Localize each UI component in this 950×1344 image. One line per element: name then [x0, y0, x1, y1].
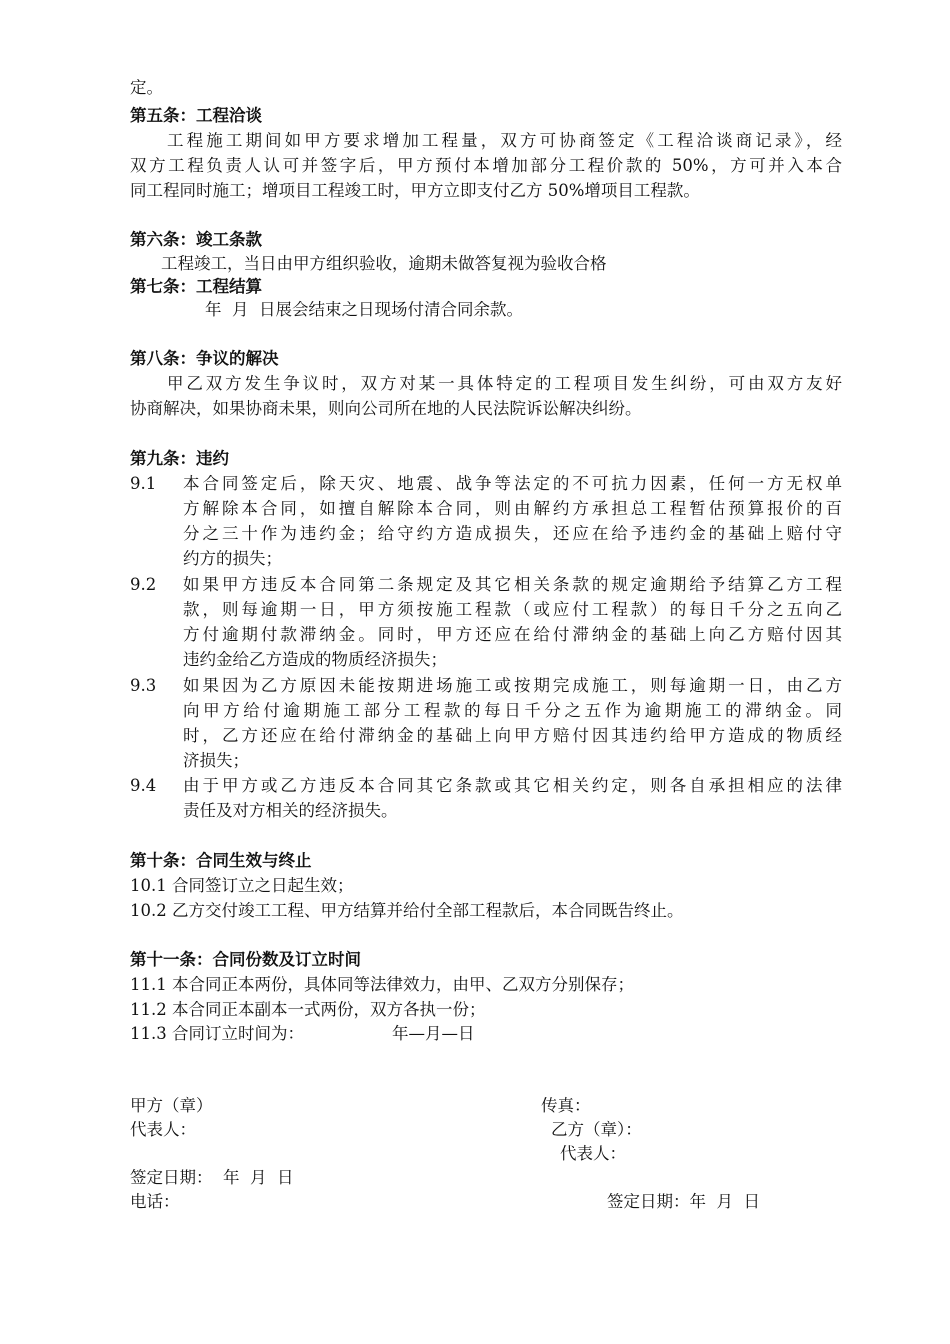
party-a-seal-label: 甲方（章） — [130, 1096, 213, 1115]
party-a-representative-label: 代表人： — [130, 1120, 196, 1139]
item-line: 本合同签定后，除天灾、地震、战争等法定的不可抗力因素，任何一方无权单 — [183, 474, 842, 493]
article-6-line: 工程竣工，当日由甲方组织验收，逾期未做答复视为验收合格 — [161, 254, 607, 273]
article-10-line-1: 10.1 合同签订立之日起生效； — [130, 876, 354, 895]
item-number: 9.4 — [130, 776, 157, 795]
party-a-sign-date: 签定日期： 年 月 日 — [130, 1168, 294, 1187]
party-b-representative-label: 代表人： — [560, 1144, 626, 1163]
article-8-heading: 第八条：争议的解决 — [130, 349, 279, 368]
article-7-heading: 第七条：工程结算 — [130, 277, 262, 296]
article-11-heading: 第十一条：合同份数及订立时间 — [130, 950, 361, 969]
item-line: 违约金给乙方造成的物质经济损失； — [183, 650, 447, 669]
party-b-seal-label: 乙方（章）： — [551, 1120, 642, 1139]
article-8-line-1: 甲乙双方发生争议时，双方对某一具体特定的工程项目发生纠纷，可由双方友好 — [167, 374, 842, 393]
item-line: 款，则每逾期一日，甲方须按施工程款（或应付工程款）的每日千分之五向乙 — [183, 600, 842, 619]
fax-label: 传真： — [541, 1096, 591, 1115]
article-5-heading: 第五条：工程洽谈 — [130, 106, 262, 125]
article-11-line-1: 11.1 本合同正本两份，具体同等法律效力，由甲、乙双方分别保存； — [130, 975, 634, 994]
contract-date-blank: 年—月—日 — [392, 1024, 475, 1043]
article-5-line-2: 双方工程负责人认可并签字后，甲方预付本增加部分工程价款的 50%，方可并入本合 — [130, 156, 842, 175]
item-number: 9.3 — [130, 676, 157, 695]
item-line: 向甲方给付逾期施工部分工程款的每日千分之五作为逾期施工的滞纳金。同 — [183, 701, 842, 720]
item-number: 9.1 — [130, 474, 157, 493]
item-line: 时，乙方还应在给付滞纳金的基础上向甲方赔付因其违约给甲方造成的物质经 — [183, 726, 842, 745]
item-line: 约方的损失； — [183, 549, 282, 568]
article-11-line-3: 11.3 合同订立时间为： — [130, 1024, 304, 1043]
item-number: 9.2 — [130, 575, 157, 594]
article-11-line-2: 11.2 本合同正本副本一式两份，双方各执一份； — [130, 1000, 486, 1019]
item-line: 方解除本合同，如擅自解除本合同，则由解约方承担总工程暂估预算报价的百 — [183, 499, 842, 518]
article-8-line-2: 协商解决，如果协商未果，则向公司所在地的人民法院诉讼解决纠纷。 — [130, 399, 642, 418]
item-line: 分之三十作为违约金；给守约方造成损失，还应在给予违约金的基础上赔付守 — [183, 524, 842, 543]
item-line: 如果甲方违反本合同第二条规定及其它相关条款的规定逾期给予结算乙方工程 — [183, 575, 842, 594]
party-b-sign-date: 签定日期：年 月 日 — [607, 1192, 760, 1211]
article-10-line-2: 10.2 乙方交付竣工工程、甲方结算并给付全部工程款后，本合同既告终止。 — [130, 901, 684, 920]
article-5-line-1: 工程施工期间如甲方要求增加工程量，双方可协商签定《工程洽谈商记录》，经 — [167, 131, 842, 150]
item-line: 由于甲方或乙方违反本合同其它条款或其它相关约定，则各自承担相应的法律 — [183, 776, 842, 795]
phone-label: 电话： — [130, 1192, 180, 1211]
article-6-heading: 第六条：竣工条款 — [130, 230, 262, 249]
article-5-line-3: 同工程同时施工；增项目工程竣工时，甲方立即支付乙方 50%增项目工程款。 — [130, 181, 700, 200]
article-9-heading: 第九条：违约 — [130, 449, 229, 468]
item-line: 方付逾期付款滞纳金。同时，甲方还应在给付滞纳金的基础上向乙方赔付因其 — [183, 625, 842, 644]
item-line: 济损失； — [183, 751, 249, 770]
continued-text: 定。 — [130, 78, 163, 97]
item-line: 责任及对方相关的经济损失。 — [183, 801, 398, 820]
article-7-line: 年 月 日展会结束之日现场付清合同余款。 — [205, 300, 523, 319]
item-line: 如果因为乙方原因未能按期进场施工或按期完成施工，则每逾期一日，由乙方 — [183, 676, 842, 695]
article-10-heading: 第十条：合同生效与终止 — [130, 851, 312, 870]
